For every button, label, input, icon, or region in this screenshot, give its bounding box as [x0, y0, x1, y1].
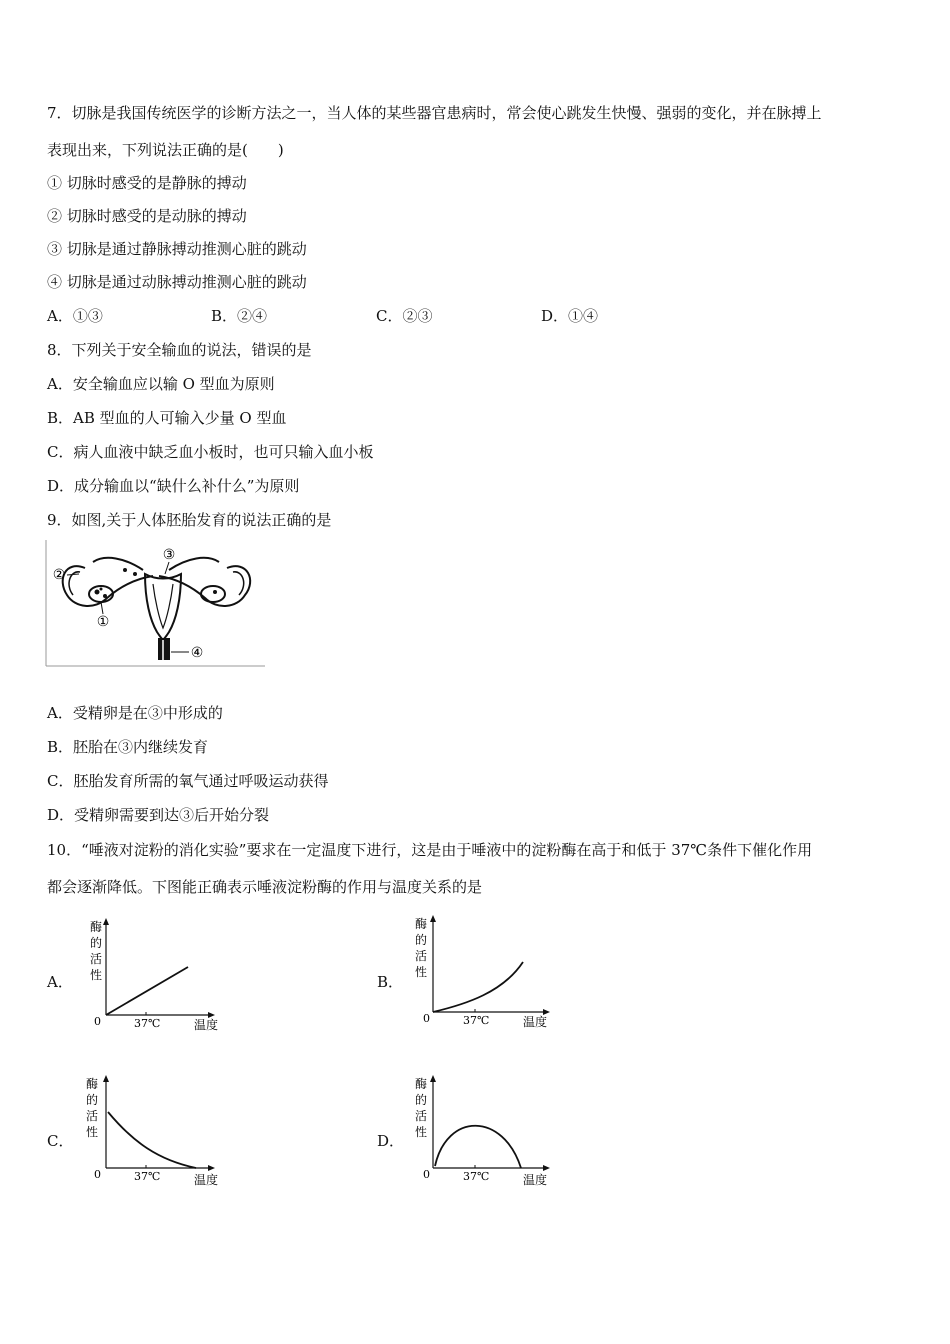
graph-a: [78, 915, 238, 1037]
svg-text:酶: 酶: [415, 1077, 428, 1091]
svg-text:性: 性: [86, 1125, 99, 1139]
graph-b: [407, 912, 567, 1034]
svg-text:的: 的: [90, 936, 103, 950]
origin-label: 0: [94, 1015, 101, 1028]
q7-option-a[interactable]: A．①③: [47, 307, 103, 325]
y-axis-label: [415, 1076, 427, 1139]
figure-label-1: ①: [96, 614, 110, 630]
q9-option-a[interactable]: A．受精卵是在③中形成的: [47, 704, 223, 722]
q8-option-d[interactable]: D．成分输血以“缺什么补什么”为原则: [47, 477, 300, 495]
q8-stem: 8．下列关于安全输血的说法，错误的是: [47, 341, 312, 359]
svg-text:性: 性: [90, 968, 103, 982]
q10-option-c[interactable]: C．: [47, 1132, 74, 1150]
svg-text:酶: 酶: [90, 920, 103, 934]
figure-label-3: ③: [162, 547, 176, 563]
tick-37-label: 37℃: [463, 1014, 490, 1027]
x-axis-label: 温度: [194, 1173, 219, 1187]
graph-c: [78, 1072, 238, 1194]
q7-option-c[interactable]: C．②③: [376, 307, 433, 325]
q9-option-c[interactable]: C．胚胎发育所需的氧气通过呼吸运动获得: [47, 772, 329, 790]
origin-label: 0: [423, 1012, 430, 1025]
q7-statement-1: ① 切脉时感受的是静脉的搏动: [47, 174, 247, 192]
y-axis-label: [415, 916, 427, 979]
y-axis-label: [86, 1076, 98, 1139]
figure-label-4: ④: [190, 645, 204, 661]
q7-option-d[interactable]: D．①④: [541, 307, 599, 325]
origin-label: 0: [423, 1168, 430, 1181]
curve-c: [108, 1112, 196, 1168]
q7-option-b[interactable]: B．②④: [211, 307, 268, 325]
svg-text:的: 的: [415, 933, 428, 947]
q8-option-b[interactable]: B．AB 型血的人可输入少量 O 型血: [47, 409, 287, 427]
q10-option-d[interactable]: D．: [377, 1132, 405, 1150]
q10-option-b[interactable]: B．: [377, 973, 404, 991]
q7-stem-line1: 7．切脉是我国传统医学的诊断方法之一，当人体的某些器官患病时，常会使心跳发生快慢、强弱的变化，并在脉搏上: [47, 104, 822, 122]
svg-text:的: 的: [86, 1093, 99, 1107]
curve-d: [435, 1126, 521, 1168]
tick-37-label: 37℃: [134, 1017, 161, 1030]
svg-text:活: 活: [90, 952, 103, 966]
svg-text:活: 活: [415, 949, 428, 963]
q8-option-c[interactable]: C．病人血液中缺乏血小板时，也可只输入血小板: [47, 443, 374, 461]
q7-options: [47, 306, 747, 326]
svg-text:酶: 酶: [415, 917, 428, 931]
q7-stem-line2: 表现出来，下列说法正确的是( ): [47, 141, 284, 159]
q10-option-a[interactable]: A．: [47, 973, 73, 991]
y-axis-label: [90, 919, 102, 982]
q10-stem-line2: 都会逐渐降低。下图能正确表示唾液淀粉酶的作用与温度关系的是: [47, 878, 483, 896]
x-axis-label: 温度: [523, 1015, 548, 1029]
q7-statement-3: ③ 切脉是通过静脉搏动推测心脏的跳动: [47, 240, 307, 258]
q10-stem-line1: 10．“唾液对淀粉的消化实验”要求在一定温度下进行，这是由于唾液中的淀粉酶在高于和低于 37℃条件下催化作用: [47, 841, 813, 859]
female-reproductive-system-figure: [45, 540, 267, 668]
svg-text:酶: 酶: [86, 1077, 99, 1091]
q7-statement-2: ② 切脉时感受的是动脉的搏动: [47, 207, 247, 225]
curve-b: [433, 962, 523, 1012]
tick-37-label: 37℃: [463, 1170, 490, 1183]
svg-text:的: 的: [415, 1093, 428, 1107]
tick-37-label: 37℃: [134, 1170, 161, 1183]
figure-label-2: ②: [52, 567, 66, 583]
x-axis-label: 温度: [523, 1173, 548, 1187]
q9-option-d[interactable]: D．受精卵需要到达③后开始分裂: [47, 806, 270, 824]
q8-option-a[interactable]: A．安全输血应以输 O 型血为原则: [47, 375, 275, 393]
q7-statement-4: ④ 切脉是通过动脉搏动推测心脏的跳动: [47, 273, 307, 291]
curve-a: [106, 967, 188, 1015]
svg-text:性: 性: [415, 965, 428, 979]
graph-d: [407, 1072, 567, 1194]
svg-text:活: 活: [86, 1109, 99, 1123]
svg-text:活: 活: [415, 1109, 428, 1123]
q9-option-b[interactable]: B．胚胎在③内继续发育: [47, 738, 209, 756]
svg-text:性: 性: [415, 1125, 428, 1139]
x-axis-label: 温度: [194, 1018, 219, 1032]
origin-label: 0: [94, 1168, 101, 1181]
q9-stem: 9．如图,关于人体胚胎发育的说法正确的是: [47, 511, 332, 529]
